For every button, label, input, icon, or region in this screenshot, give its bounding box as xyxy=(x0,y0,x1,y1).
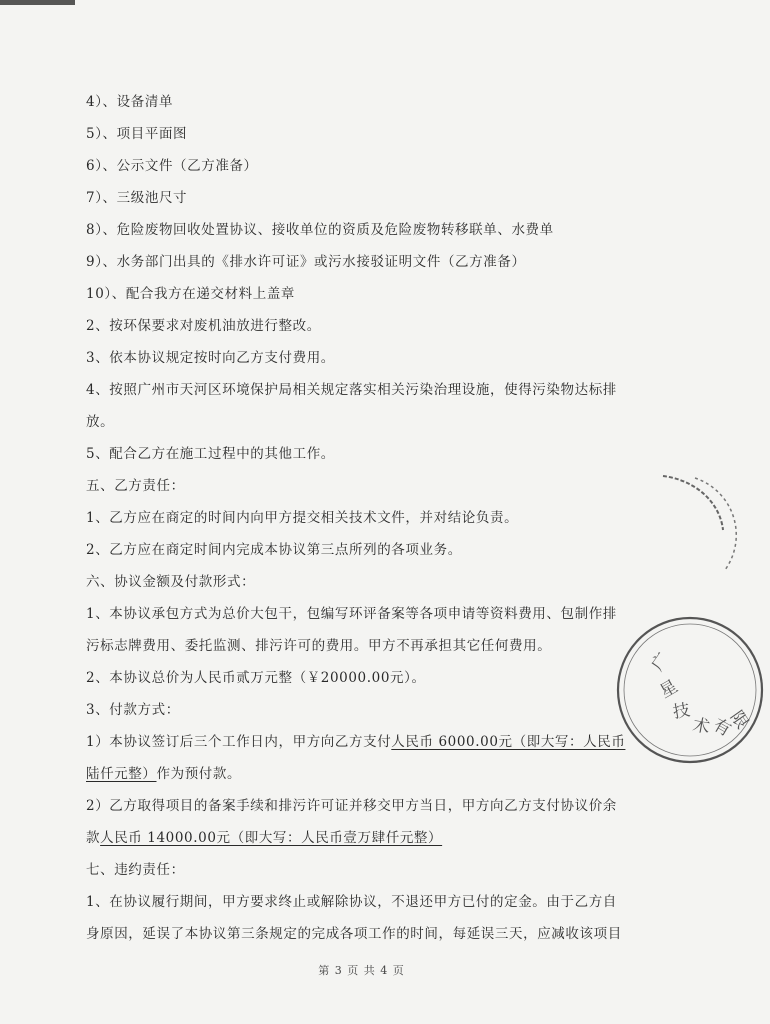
payment-clause-1-line-2 xyxy=(86,758,646,790)
section-heading: 六、协议金额及付款形式： xyxy=(86,574,256,590)
paragraph-line: 2、乙方应在商定时间内完成本协议第三点所列的各项业务。 xyxy=(86,542,462,558)
paragraph-line: 3、依本协议规定按时向乙方支付费用。 xyxy=(86,350,335,366)
scan-edge-mark xyxy=(0,0,75,5)
list-item: 9）、水务部门出具的《排水许可证》或污水接驳证明文件（乙方准备） xyxy=(86,254,526,270)
payment-1-amount: 人民币 6000.00元（即大写：人民币 xyxy=(391,734,626,750)
section-heading: 五、乙方责任： xyxy=(86,478,185,494)
page-footer: 第 3 页 共 4 页 xyxy=(318,964,405,977)
paragraph-line: 放。 xyxy=(86,414,115,430)
section-heading: 七、违约责任： xyxy=(86,862,185,878)
payment-clause-1-line-1 xyxy=(86,726,646,758)
payment-1-amount-cont: 陆仟元整） xyxy=(86,766,157,782)
paragraph-line: 2、本协议总价为人民币贰万元整（￥20000.00元）。 xyxy=(86,670,426,686)
svg-text:有: 有 xyxy=(709,715,735,741)
svg-text:术: 术 xyxy=(691,715,712,738)
payment-1-prefix: 1）本协议签订后三个工作日内，甲方向乙方支付 xyxy=(86,734,392,750)
list-item: 6）、公示文件（乙方准备） xyxy=(86,158,258,174)
paragraph-line: 4、按照广州市天河区环境保护局相关规定落实相关污染治理设施，使得污染物达标排 xyxy=(86,382,617,398)
paragraph-line: 1、在协议履行期间，甲方要求终止或解除协议，不退还甲方已付的定金。由于乙方自 xyxy=(86,894,617,910)
svg-text:广: 广 xyxy=(647,649,674,675)
list-item: 8）、危险废物回收处置协议、接收单位的资质及危险废物转移联单、水费单 xyxy=(86,222,554,238)
list-item: 10）、配合我方在递交材料上盖章 xyxy=(86,286,296,302)
paragraph-line: 3、付款方式： xyxy=(86,702,180,718)
paragraph-line: 5、配合乙方在施工过程中的其他工作。 xyxy=(86,446,335,462)
payment-2-prefix: 款 xyxy=(86,830,101,846)
payment-2-amount: 人民币 14000.00元（即大写：人民币壹万肆仟元整） xyxy=(100,830,443,846)
seal-fragment-graphic xyxy=(655,470,725,580)
payment-clause-2-line-2 xyxy=(86,822,646,854)
paragraph-line: 污标志牌费用、委托监测、排污许可的费用。甲方不再承担其它任何费用。 xyxy=(86,638,552,654)
paragraph-line: 身原因，延误了本协议第三条规定的完成各项工作的时间，每延误三天，应减收该项目 xyxy=(86,926,622,942)
list-item: 5）、项目平面图 xyxy=(86,126,188,142)
paragraph-line: 1、乙方应在商定的时间内向甲方提交相关技术文件，并对结论负责。 xyxy=(86,510,519,526)
svg-text:限: 限 xyxy=(725,707,753,733)
paragraph-line: 2、按环保要求对废机油放进行整改。 xyxy=(86,318,321,334)
list-item: 7）、三级池尺寸 xyxy=(86,190,188,206)
paragraph-line: 1、本协议承包方式为总价大包干，包编写环评备案等各项申请等资料费用、包制作排 xyxy=(86,606,617,622)
svg-text:星: 星 xyxy=(656,676,682,703)
svg-text:技: 技 xyxy=(671,700,692,723)
payment-clause-2-line-1: 2）乙方取得项目的备案手续和排污许可证并移交甲方当日，甲方向乙方支付协议价余 xyxy=(86,798,617,814)
list-item: 4）、设备清单 xyxy=(86,94,174,110)
payment-1-suffix: 作为预付款。 xyxy=(156,766,242,782)
document-body xyxy=(86,86,646,950)
